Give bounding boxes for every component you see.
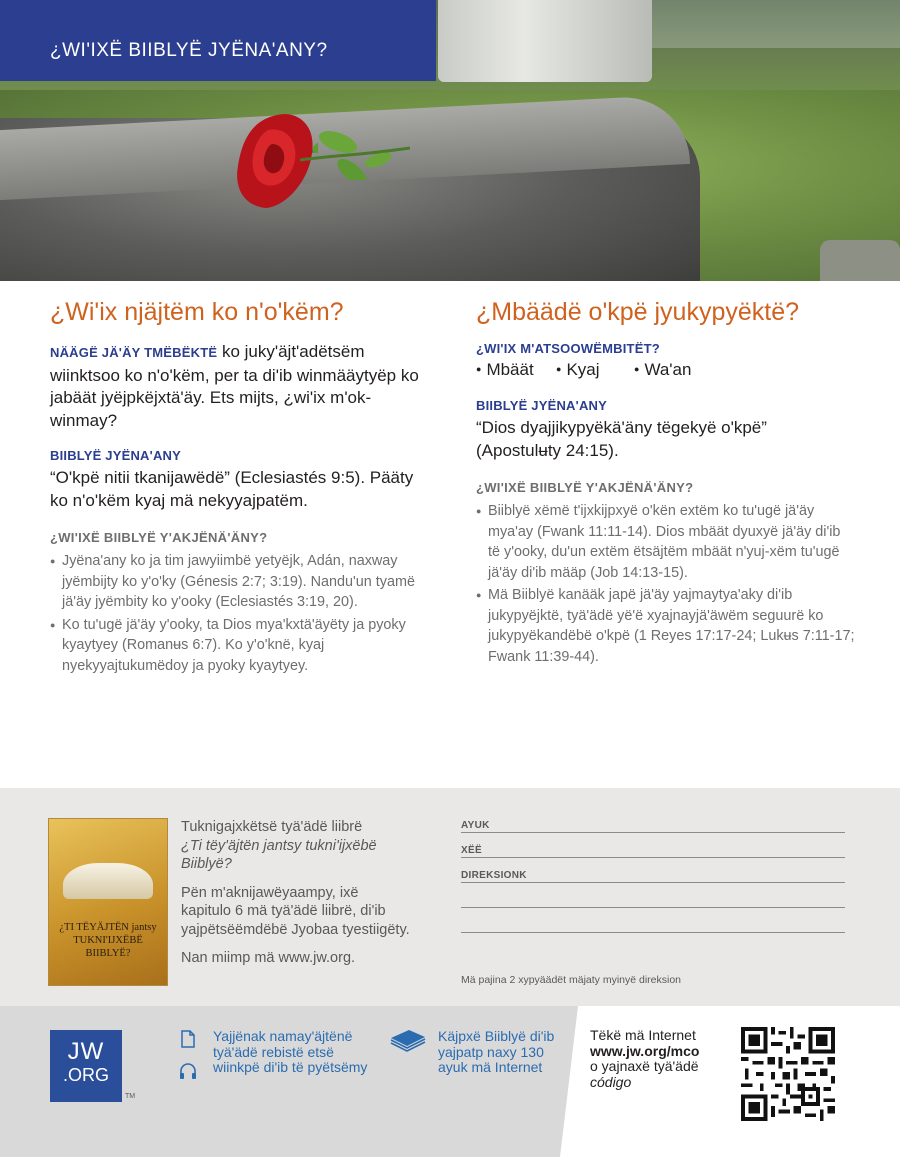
rose-stem: [300, 120, 410, 180]
promo-link[interactable]: Nan miimp mä www.jw.org.: [181, 950, 356, 966]
jw-org-logo[interactable]: [50, 1030, 122, 1102]
banner-title: ¿WI'IXË BIIBLYË JYËNA'ANY?: [50, 40, 328, 61]
option-no[interactable]: ● Kyaj: [556, 360, 600, 380]
background-stone: [820, 240, 900, 281]
right-question: ¿Mbäädë o'kpë jyukypyëktë?: [476, 298, 800, 326]
qr-line4: código: [590, 1073, 632, 1090]
logo-bottom: .ORG: [62, 1065, 109, 1085]
option-maybe[interactable]: ● Wa'an: [634, 360, 691, 380]
bible-icon: [389, 1028, 427, 1052]
qr-url[interactable]: www.jw.org/mco: [590, 1042, 700, 1059]
left-column: [50, 298, 420, 676]
document-icon: [181, 1030, 195, 1048]
list-item: ● Jyëna'any ko ja tim jawyiimbë yetyëjk, Adán, naxway jyëmbijty ko y'o'ky (Génesis 2:7; 3:19). Nandu'un tyamë jä'äy jyëmbity ko y'ooky (Eclesiastés 3:19, 20).: [50, 551, 420, 613]
teach-label-right: ¿WI'IXË BIIBLYË Y'AKJËNÄ'ÄNY?: [476, 480, 694, 495]
intro-paragraph: [50, 341, 420, 432]
teach-list-left: [50, 551, 420, 676]
list-item: ● Mä Biiblyë kanääk japë jä'äy yajmaytya'aky di'ib jukypyëjktë, tyä'ädë yë'ë xyajnayjä'äwëm seguurë ko jukypyëkandëbë o'kpë (1 Reyes 17:17-24; Lukʉs 7:11-17; Fwank 11:39-44).: [476, 585, 856, 667]
promo-line1: Tuknigajxkëtsë tyä'ädë liibrë: [181, 819, 363, 835]
address-line-3[interactable]: [461, 918, 845, 943]
request-fields: [461, 818, 845, 943]
email-label: XËË: [461, 845, 486, 856]
bible-quote-right: “Dios dyajjikypyëkä'äny tëgekyë o'kpë” (Apostulʉty 24:15).: [476, 418, 767, 460]
qr-code[interactable]: [741, 1027, 835, 1121]
left-question: ¿Wi'ix njäjtëm ko n'o'këm?: [50, 298, 344, 326]
qr-line1: Tëkë mä Internet: [590, 1027, 696, 1043]
trademark: TM: [125, 1093, 136, 1100]
right-column: [476, 298, 856, 667]
book-cover-title: ¿TI TËYÄJTËN jantsy TUKNI'IJXËBË BIIBLYË?: [59, 922, 157, 959]
headphones-icon: [179, 1062, 197, 1080]
intro-text: ko juky'äjt'adëtsëm wiinktsoo ko n'o'këm, per ta di'ib winmääytyëp ko jabäät jyëjpkëjxtä'äy. Ets mijts, ¿wi'ix m'ok-winmay?: [50, 342, 419, 430]
promo-body: Pën m'aknijawëyaampy, ixë kapitulo 6 mä tyä'ädë liibrë, di'ib yajpëtsëëmdëbë Jyobaa tyestiigëty.: [181, 884, 410, 938]
teach-label-left: ¿WI'IXË BIIBLYË Y'AKJËNÄ'ÄNY?: [50, 530, 268, 545]
bible-label-right: BIIBLYË JYËNA'ANY: [476, 398, 607, 413]
option-yes[interactable]: ● Mbäät: [476, 360, 534, 380]
qr-line3: o yajnaxë tyä'ädë: [590, 1058, 699, 1074]
address-line-2[interactable]: [461, 893, 845, 918]
list-item: ● Ko tu'ugë jä'äy y'ooky, ta Dios mya'kxtä'äyëty ja pyoky kyaytyey (Romanʉs 6:7). Ko y'o'knë, kyaj nyekyyajtukumëdoy ja pyoky kyaytyey.: [50, 615, 420, 677]
online-bible-text[interactable]: Käjpxë Biiblyë di'ib yajpatp naxy 130 ayuk mä Internet: [438, 1028, 555, 1075]
download-text[interactable]: Yajjënak namay'äjtënë tyä'ädë rebistë etsë wiinkpë di'ib të pyëtsëmy: [213, 1028, 368, 1075]
book-cover: [49, 819, 167, 985]
qr-instructions: [590, 1028, 699, 1090]
qr-code-panel: [733, 1019, 869, 1131]
background-headstone: [438, 0, 652, 82]
logo-top: JW: [67, 1038, 105, 1065]
address-label: DIREKSIONK: [461, 870, 531, 881]
bible-label-left: BIIBLYË JYËNA'ANY: [50, 448, 181, 463]
intro-label: NÄÄGË JÄ'ÄY TMËBËKTË: [50, 345, 218, 360]
title-banner: [0, 0, 436, 81]
email-field[interactable]: [461, 843, 845, 868]
teach-list-right: [476, 501, 856, 667]
address-field[interactable]: [461, 868, 845, 893]
background-path: [652, 0, 900, 48]
name-label: AYUK: [461, 820, 494, 831]
think-label: ¿WI'IX M'ATSOOWËMBITËT?: [476, 341, 660, 356]
book-promo: [181, 818, 411, 978]
open-bible-illustration: [63, 863, 153, 899]
bible-quote-left: “O'kpë nitii tkanijawëdë” (Eclesiastés 9:5). Pääty ko n'o'këm kyaj mä nekyyajpatëm.: [50, 468, 414, 510]
name-field[interactable]: [461, 818, 845, 843]
answer-options: [476, 360, 856, 384]
promo-book-title: ¿Ti tëy'äjtën jantsy tukni'ijxëbë Biiblyë?: [181, 837, 377, 872]
list-item: ● Biiblyë xëmë t'ijxkijpxyë o'kën extëm ko tu'ugë jä'äy mya'ay (Fwank 11:11-14). Dios mbäät dyuxyë jä'äy di'ib të y'ooky, du'un extëm ëtsäjtëm mbäät n'yuj-xëm tu'ugë jä'äy di'ib määp (Job 14:13-15).: [476, 501, 856, 583]
form-note: Mä pajina 2 xypyäädët mäjaty myinyë direksion: [461, 974, 682, 986]
